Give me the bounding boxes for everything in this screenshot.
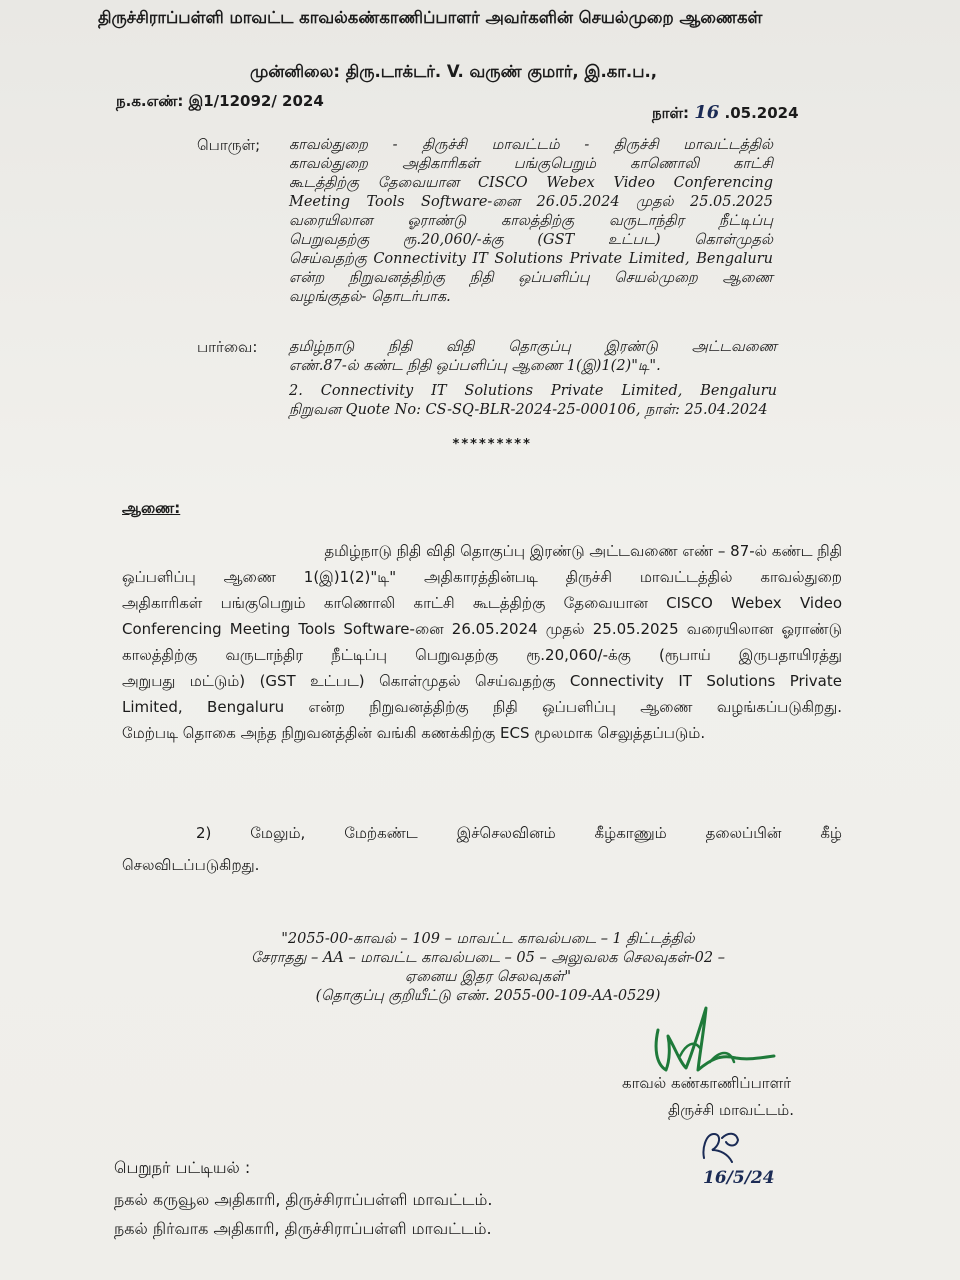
reference-line: 2. Connectivity IT Solutions Private Limited, Bengaluru [289, 383, 777, 399]
section-separator: ********* [452, 437, 532, 452]
budget-head-line: (தொகுப்பு குறியீட்டு எண். 2055-00-109-AA-0529) [315, 988, 661, 1004]
reference-block [289, 338, 777, 420]
reference-line: நிறுவன Quote No: CS-SQ-BLR-2024-25-000106, நாள்: 25.04.2024 [289, 402, 768, 418]
order-line: தமிழ்நாடு நிதி விதி தொகுப்பு இரண்டு அட்டவணை எண் – 87-ல் கண்ட நிதி [324, 542, 842, 560]
date-label: நாள்: [652, 104, 689, 122]
date-month-year: .05.2024 [724, 104, 799, 122]
order-line: 2) மேலும், மேற்கண்ட இச்செலவினம் கீழ்காணும் தலைப்பின் கீழ் [196, 824, 842, 842]
date-day-handwritten: 16 [694, 102, 720, 123]
subject-line: பெறுவதற்கு ரூ.20,060/-க்கு (GST உட்பட) கொள்முதல் [289, 232, 773, 248]
subject-label: பொருள்; [197, 136, 261, 154]
order-line: Conferencing Meeting Tools Software-னை 26.05.2024 முதல் 25.05.2025 வரையிலான ஓராண்டு [122, 620, 842, 638]
subject-line: வரையிலான ஓராண்டு காலத்திற்கு வருடாந்திர நீட்டிப்பு [289, 213, 773, 229]
ref-number-label: ந.க.எண்: [116, 92, 184, 110]
order-line: அறுபது மட்டும்) (GST உட்பட) கொள்முதல் செய்வதற்கு Connectivity IT Solutions Private [122, 672, 842, 690]
order-line: காலத்திற்கு வருடாந்திர நீட்டிப்பு பெறுவதற்கு ரூ.20,060/-க்கு (ரூபாய் இருபதாயிரத்து [122, 646, 842, 664]
reference-label: பார்வை: [197, 338, 258, 356]
budget-head-block [188, 930, 788, 1006]
order-line: செலவிடப்படுகிறது. [122, 856, 260, 874]
initials-date: 16/5/24 [703, 1168, 775, 1188]
office-title: திருச்சிராப்பள்ளி மாவட்ட காவல்கண்காணிப்பாளர் அவர்களின் செயல்முறை ஆணைகள் [98, 8, 763, 27]
reference-line: எண்.87-ல் கண்ட நிதி ஒப்பளிப்பு ஆணை 1(இ)1(2)"டி". [289, 358, 661, 374]
budget-head-line: சேராதது – AA – மாவட்ட காவல்படை – 05 – அலுவலக செலவுகள்-02 – [251, 950, 725, 966]
recipients-heading: பெறுநர் பட்டியல் : [114, 1158, 251, 1177]
subject-line: கூடத்திற்கு தேவையான CISCO Webex Video Conferencing [289, 175, 773, 191]
ref-number-value: இ1/12092/ 2024 [188, 92, 324, 110]
presiding-officer: முன்னிலை: திரு.டாக்டர். V. வருண் குமார், இ.கா.ப., [250, 62, 658, 81]
signatory-district: திருச்சி மாவட்டம். [668, 1101, 794, 1119]
order-paragraph-2 [122, 820, 842, 878]
budget-head-line: ஏனைய இதர செலவுகள்" [404, 969, 571, 985]
subject-line: வழங்குதல்- தொடர்பாக. [289, 289, 451, 305]
subject-line: செய்வதற்கு Connectivity IT Solutions Private Limited, Bengaluru [289, 251, 773, 267]
order-heading: ஆணை: [122, 499, 181, 517]
initials-mark [692, 1128, 752, 1168]
order-paragraph-1 [122, 538, 842, 746]
officer-signature [640, 1000, 790, 1080]
subject-line: என்ற நிறுவனத்திற்கு நிதி ஒப்பளிப்பு செயல்முறை ஆணை [289, 270, 773, 286]
order-line: அதிகாரிகள் பங்குபெறும் காணொலி காட்சி கூடத்திற்கு தேவையான CISCO Webex Video [122, 594, 842, 612]
order-line: Limited, Bengaluru என்ற நிறுவனத்திற்கு நிதி ஒப்பளிப்பு ஆணை வழங்கப்படுகிறது. [122, 698, 842, 716]
budget-head-line: "2055-00-காவல் – 109 – மாவட்ட காவல்படை – 1 திட்டத்தில் [281, 931, 695, 947]
subject-line: Meeting Tools Software-னை 26.05.2024 முதல் 25.05.2025 [289, 194, 773, 210]
order-date [652, 102, 799, 124]
subject-line: காவல்துறை - திருச்சி மாவட்டம் - திருச்சி மாவட்டத்தில் [289, 137, 773, 153]
subject-line: காவல்துறை அதிகாரிகள் பங்குபெறும் காணொலி காட்சி [289, 156, 773, 172]
recipient-item: நகல் கருவூல அதிகாரி, திருச்சிராப்பள்ளி மாவட்டம். [114, 1190, 493, 1209]
signatory-designation: காவல் கண்காணிப்பாளர் [622, 1074, 791, 1092]
order-line: ஒப்பளிப்பு ஆணை 1(இ)1(2)"டி" அதிகாரத்தின்படி திருச்சி மாவட்டத்தில் காவல்துறை [122, 568, 842, 586]
subject-block [289, 136, 773, 307]
reference-line: தமிழ்நாடு நிதி விதி தொகுப்பு இரண்டு அட்டவணை [289, 339, 777, 355]
ref-number-line [116, 92, 324, 112]
order-line: மேற்படி தொகை அந்த நிறுவனத்தின் வங்கி கணக்கிற்கு ECS மூலமாக செலுத்தப்படும். [122, 724, 706, 742]
recipient-item: நகல் நிர்வாக அதிகாரி, திருச்சிராப்பள்ளி மாவட்டம். [114, 1219, 492, 1238]
